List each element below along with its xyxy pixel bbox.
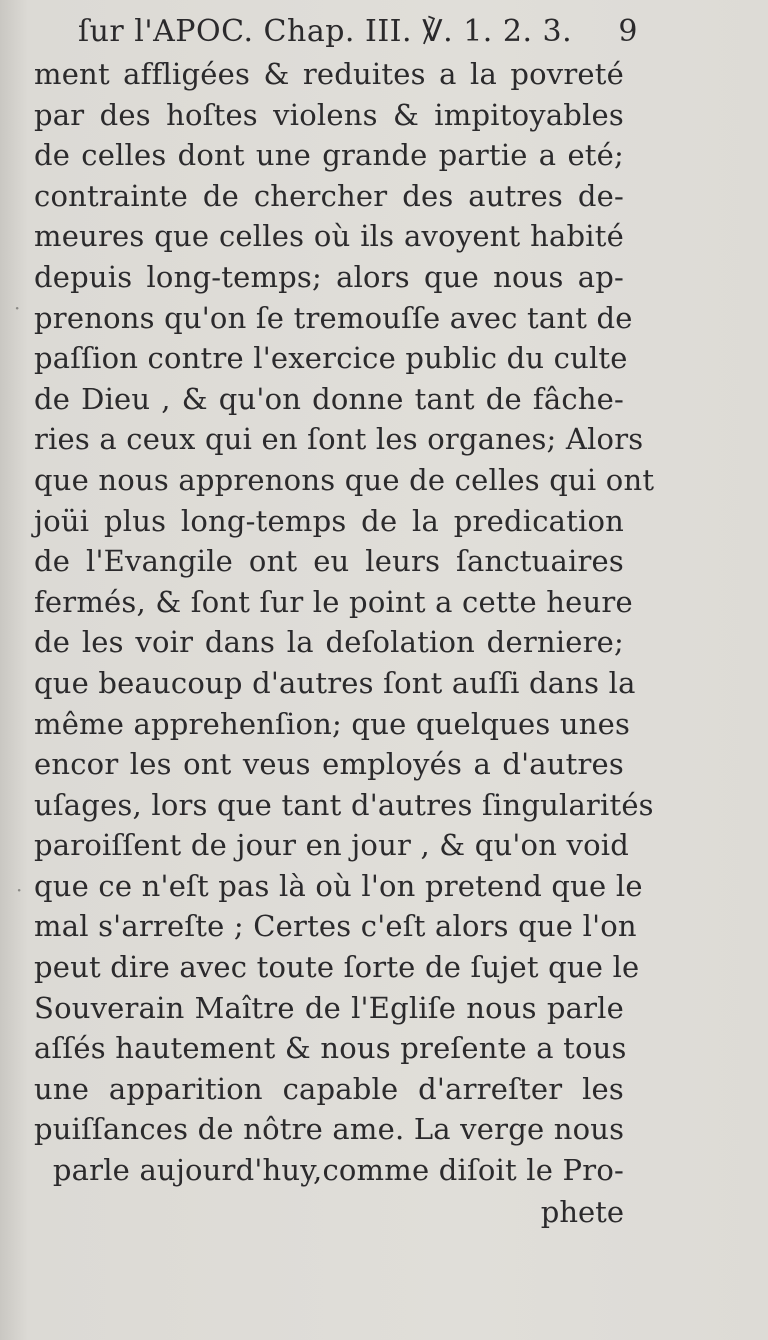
text-line: encor les ont veus employés a d'autres (34, 747, 624, 782)
margin-speck: · (14, 296, 21, 320)
text-line: contrainte de chercher des autres de- (34, 178, 624, 213)
text-line: paſſion contre l'exercice public du culte (34, 341, 628, 376)
text-line: uſages, lors que tant d'autres ſingularités (34, 787, 654, 822)
text-line: de l'Evangile ont eu leurs ſanctuaires (34, 544, 624, 579)
text-line: parle aujourd'huy,comme diſoit le Pro- (52, 1153, 624, 1188)
text-line: ment affligées & reduites a la povreté (34, 57, 624, 91)
text-line: meures que celles où ils avoyent habité (34, 219, 624, 254)
text-line: de celles dont une grande partie a eté; (34, 138, 624, 173)
text-line: même apprehenſion; que quelques unes (34, 706, 631, 741)
text-line: puiſſances de nôtre ame. La verge nous (34, 1112, 625, 1147)
text-line: paroiſſent de jour en jour , & qu'on void (34, 828, 629, 863)
text-line: que beaucoup d'autres ſont auſſi dans la (34, 665, 636, 700)
text-line: depuis long-temps; alors que nous ap- (34, 259, 624, 294)
text-line: aſſés hautement & nous preſente a tous (34, 1031, 627, 1066)
text-line: de les voir dans la deſolation derniere; (34, 625, 624, 660)
text-line: Souverain Maître de l'Egliſe nous parle (34, 990, 624, 1025)
text-line: mal s'arreſte ; Certes c'eſt alors que l'on (34, 909, 637, 944)
text-line: prenons qu'on ſe tremouſſe avec tant de (34, 300, 633, 335)
text-line: peut dire avec toute ſorte de ſujet que le (34, 950, 640, 985)
text-line: que ce n'eſt pas là où l'on pretend que le (34, 868, 643, 903)
catchword: phete (540, 1195, 624, 1229)
text-line: de Dieu , & qu'on donne tant de fâche- (34, 381, 624, 416)
page-header (78, 14, 638, 49)
page-number: 9 (618, 14, 638, 49)
text-line: ries a ceux qui en ſont les organes; Alors (34, 422, 644, 457)
margin-speck: · (16, 878, 23, 902)
running-head: ſur l'APOC. Chap. III. ℣. 1. 2. 3. (78, 14, 573, 49)
text-line: fermés, & ſont ſur le point a cette heure (34, 584, 633, 619)
text-line: par des hoſtes violens & impitoyables (34, 97, 624, 132)
text-line: que nous apprenons que de celles qui ont (34, 462, 655, 497)
text-line: une apparition capable d'arreſter les (34, 1071, 624, 1106)
text-line: joüi plus long-temps de la predication (34, 503, 624, 538)
body-text (34, 54, 655, 1191)
